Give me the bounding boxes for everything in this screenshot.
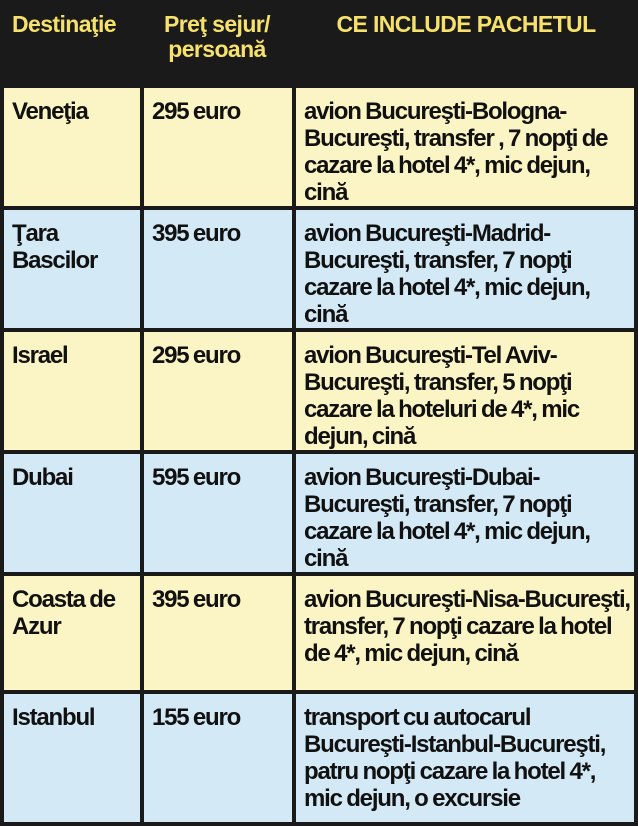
cell-price: 595 euro: [144, 454, 292, 572]
table-row: [4, 576, 634, 690]
table-row: [4, 210, 634, 328]
cell-destination: Dubai: [4, 454, 140, 572]
cell-price: 395 euro: [144, 576, 292, 690]
table-row: [4, 454, 634, 572]
cell-price: 295 euro: [144, 332, 292, 450]
cell-includes: transport cu autocarul Bucureşti-Istanbul-Bucureşti, patru nopţi cazare la hotel 4*, mic dejun, o excursie: [296, 694, 634, 822]
cell-destination: Istanbul: [4, 694, 140, 822]
cell-includes: avion Bucureşti-Dubai-Bucureşti, transfer, 7 nopţi cazare la hotel 4*, mic dejun, cină: [296, 454, 634, 572]
cell-destination: Ţara Bascilor: [4, 210, 140, 328]
cell-includes: avion Bucureşti-Nisa-Bucureşti, transfer, 7 nopţi cazare la hotel de 4*, mic dejun, cină: [296, 576, 634, 690]
header-destination: Destinaţie: [4, 4, 140, 84]
table-row: [4, 332, 634, 450]
cell-destination: Israel: [4, 332, 140, 450]
cell-destination: Veneţia: [4, 88, 140, 206]
cell-price: 395 euro: [144, 210, 292, 328]
table-row: [4, 694, 634, 822]
header-includes: CE INCLUDE PACHETUL: [296, 4, 634, 84]
cell-destination: Coasta de Azur: [4, 576, 140, 690]
cell-includes: avion Bucureşti-Tel Aviv-Bucureşti, transfer, 5 nopţi cazare la hoteluri de 4*, mic dejun, cină: [296, 332, 634, 450]
header-price: Preţ sejur/ persoană: [144, 4, 292, 84]
table-row: [4, 88, 634, 206]
cell-includes: avion Bucureşti-Madrid-Bucureşti, transfer, 7 nopţi cazare la hotel 4*, mic dejun, cină: [296, 210, 634, 328]
cell-includes: avion Bucureşti-Bologna-Bucureşti, transfer , 7 nopţi de cazare la hotel 4*, mic dejun, cină: [296, 88, 634, 206]
header-row: [4, 4, 634, 84]
cell-price: 295 euro: [144, 88, 292, 206]
cell-price: 155 euro: [144, 694, 292, 822]
